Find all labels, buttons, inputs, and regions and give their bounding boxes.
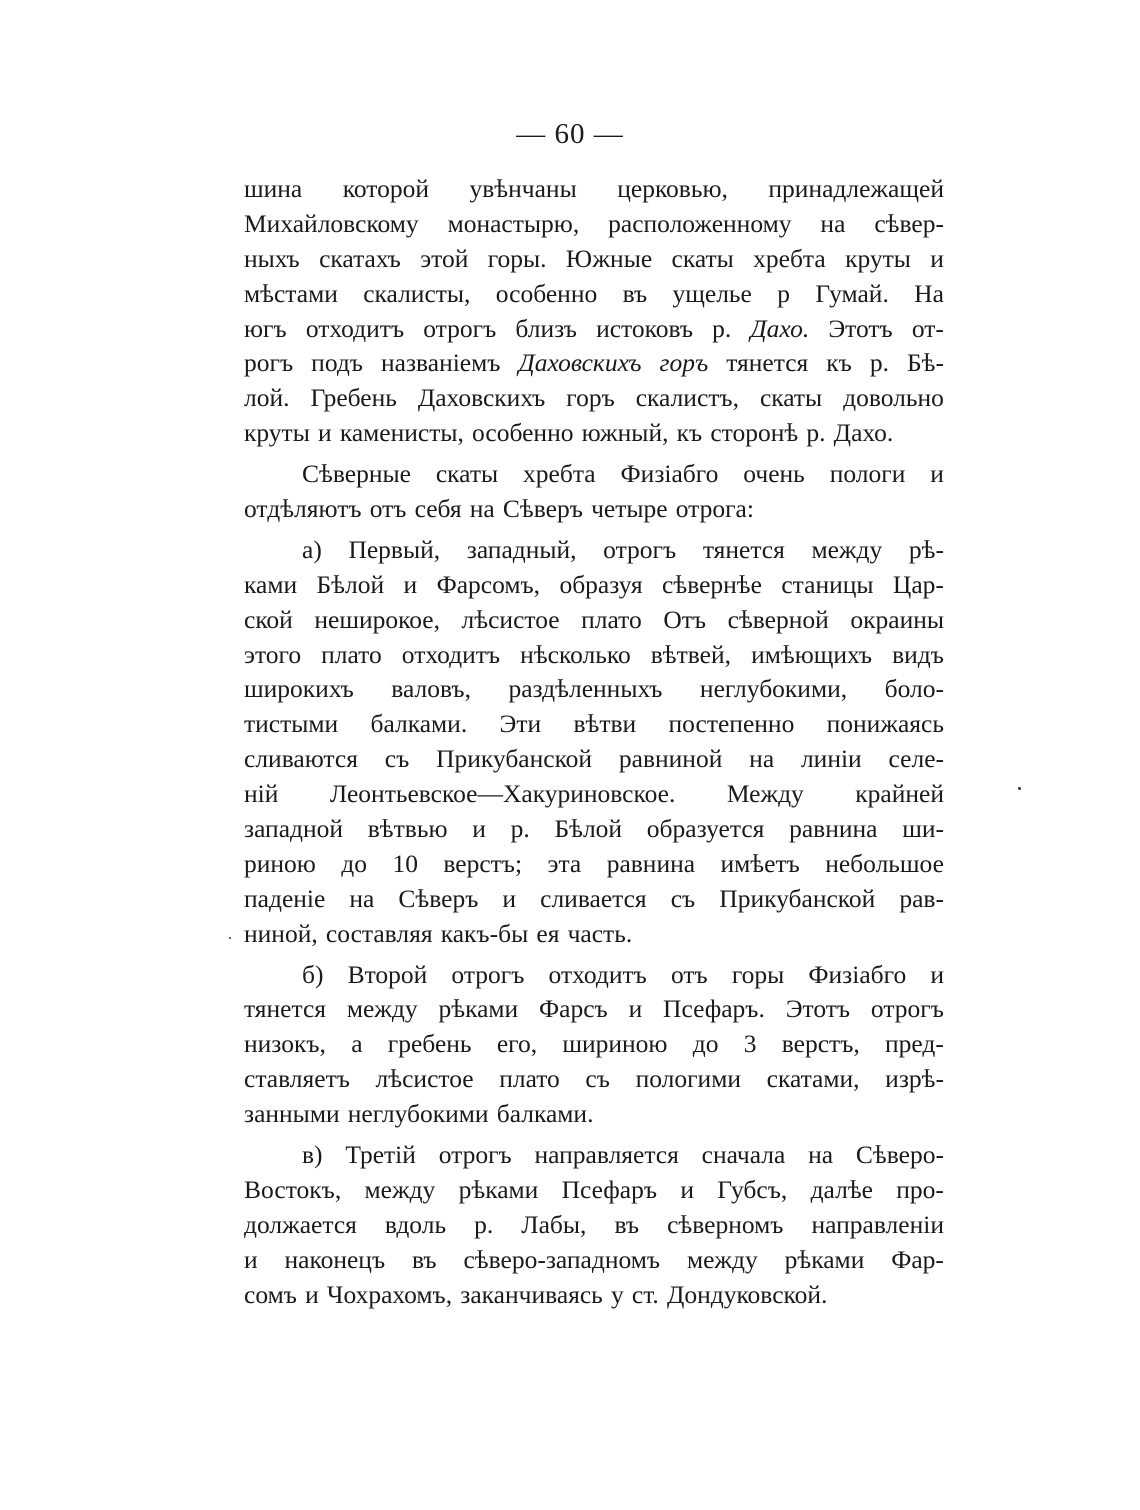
word: южный, bbox=[581, 418, 669, 448]
text-line bbox=[244, 1208, 944, 1243]
word: до bbox=[341, 848, 368, 878]
word: на bbox=[820, 208, 846, 238]
word: близъ bbox=[515, 313, 577, 343]
word: Фарсъ bbox=[539, 994, 608, 1024]
word: довольно bbox=[843, 383, 944, 413]
word: его, bbox=[496, 1029, 538, 1059]
print-speck bbox=[1018, 787, 1021, 790]
paragraph bbox=[244, 457, 944, 527]
text-line bbox=[244, 603, 944, 638]
word: равнина bbox=[606, 848, 696, 878]
word: боло- bbox=[884, 674, 944, 704]
word: особенно bbox=[472, 418, 574, 448]
word: хребта bbox=[523, 459, 596, 489]
word: церковью, bbox=[617, 174, 728, 203]
paragraph bbox=[244, 958, 944, 1132]
word: между bbox=[686, 1244, 758, 1274]
word: западной bbox=[244, 814, 344, 844]
word: себя bbox=[414, 494, 462, 524]
word: и bbox=[628, 994, 643, 1024]
word: Даховскихъ bbox=[518, 348, 642, 378]
text-line bbox=[244, 672, 944, 707]
word: Востокъ, bbox=[244, 1174, 342, 1204]
word: вдоль bbox=[384, 1209, 447, 1239]
word: между bbox=[364, 1174, 436, 1204]
word: ея bbox=[536, 918, 560, 948]
text-line bbox=[244, 1278, 944, 1313]
word: скалистъ, bbox=[635, 383, 739, 413]
word: сѣвер- bbox=[874, 208, 944, 238]
word: между bbox=[811, 534, 883, 564]
word: направленіи bbox=[811, 1209, 944, 1239]
word: Псефаръ. bbox=[663, 994, 765, 1024]
word: пологи bbox=[829, 459, 906, 489]
word: должается bbox=[244, 1209, 357, 1239]
word: Этотъ bbox=[785, 994, 851, 1024]
word: отрога: bbox=[675, 494, 754, 524]
word: станицы bbox=[781, 569, 874, 599]
text-line bbox=[244, 1097, 944, 1132]
word: балками. bbox=[496, 1099, 594, 1129]
word: и bbox=[680, 1174, 694, 1204]
word: и bbox=[305, 1279, 319, 1309]
text-line bbox=[244, 812, 944, 847]
word: имѣющихъ bbox=[751, 639, 873, 669]
word: Фар- bbox=[891, 1244, 944, 1274]
page-number: — 60 — bbox=[516, 118, 624, 150]
word: до bbox=[692, 1029, 719, 1059]
word: югъ bbox=[244, 313, 287, 343]
word: отходитъ bbox=[548, 959, 647, 989]
word: Физіабго bbox=[620, 459, 719, 489]
word: которой bbox=[342, 174, 429, 203]
word: ущелье bbox=[672, 278, 752, 308]
word: линіи bbox=[800, 744, 862, 774]
word: имѣетъ bbox=[720, 848, 800, 878]
word: пред- bbox=[885, 1029, 944, 1059]
word: отрогъ bbox=[451, 959, 525, 989]
word: и bbox=[930, 959, 944, 989]
word: съ bbox=[384, 744, 410, 774]
text-line bbox=[244, 346, 944, 381]
word: р. bbox=[474, 1209, 494, 1239]
text-line bbox=[244, 847, 944, 882]
word: Псефаръ bbox=[561, 1174, 658, 1204]
word: заканчиваясь bbox=[460, 1279, 603, 1309]
word: р. bbox=[712, 313, 732, 343]
word: Прикубанской bbox=[719, 883, 876, 913]
word: отъ bbox=[670, 959, 708, 989]
word: Отъ bbox=[663, 604, 707, 634]
word: и bbox=[472, 814, 486, 844]
word: Бѣлой bbox=[554, 814, 623, 844]
word: видъ bbox=[892, 639, 944, 669]
word: плато bbox=[581, 604, 642, 634]
word: плато bbox=[321, 639, 382, 669]
word: Гумай. bbox=[815, 278, 889, 308]
word: мѣстами bbox=[244, 278, 338, 308]
word: къ bbox=[826, 348, 852, 378]
word: наконецъ bbox=[284, 1244, 386, 1274]
text-line bbox=[244, 917, 944, 952]
word: у bbox=[610, 1279, 624, 1309]
word: Между bbox=[726, 779, 804, 809]
word: вѣтви bbox=[573, 709, 637, 739]
word: Чохрахомъ, bbox=[326, 1279, 453, 1309]
word: неширокое, bbox=[314, 604, 440, 634]
word: отъ bbox=[369, 494, 407, 524]
word: вѣтвей, bbox=[650, 639, 732, 669]
word: плато bbox=[499, 1064, 560, 1094]
word: р. bbox=[510, 814, 530, 844]
text-line bbox=[244, 492, 944, 527]
word: Даховскихъ bbox=[417, 383, 546, 413]
word: лѣсистое bbox=[461, 604, 560, 634]
word: Фарсомъ, bbox=[436, 569, 541, 599]
word: какъ-бы bbox=[440, 918, 529, 948]
word: Сѣверъ bbox=[398, 883, 479, 913]
word: ст. bbox=[631, 1279, 659, 1309]
word: этой bbox=[420, 243, 469, 273]
text-line bbox=[244, 533, 944, 568]
word: Первый, bbox=[348, 534, 441, 564]
word: 3 bbox=[743, 1029, 757, 1059]
word: направляется bbox=[534, 1140, 679, 1170]
word: круты bbox=[845, 243, 911, 273]
word: сливаются bbox=[244, 744, 358, 774]
text-line bbox=[244, 568, 944, 603]
text-line bbox=[244, 242, 944, 277]
word: Михайловскому bbox=[244, 208, 419, 238]
word: Южные bbox=[565, 243, 653, 273]
word: особенно bbox=[495, 278, 598, 308]
word: рѣками bbox=[458, 1174, 539, 1204]
word: Этотъ bbox=[828, 313, 893, 343]
word: Прикубанской bbox=[436, 744, 593, 774]
word: западный, bbox=[466, 534, 577, 564]
word: неглубокими, bbox=[699, 674, 848, 704]
word: отходитъ bbox=[305, 313, 405, 343]
word: сѣвернѣе bbox=[662, 569, 762, 599]
word: ныхъ bbox=[244, 243, 300, 273]
word: тистыми bbox=[244, 709, 339, 739]
word: лой. bbox=[244, 383, 290, 413]
word: сѣверной bbox=[727, 604, 829, 634]
word: на bbox=[469, 494, 495, 524]
text-line bbox=[244, 277, 944, 312]
word: отрогъ bbox=[438, 1140, 512, 1170]
word: монастырю, bbox=[447, 208, 580, 238]
word: скаты bbox=[671, 243, 734, 273]
word: изрѣ- bbox=[885, 1064, 944, 1094]
word: ками bbox=[244, 569, 298, 599]
word: Губсъ, bbox=[717, 1174, 788, 1204]
word: названіемъ bbox=[381, 348, 501, 378]
word: ставляетъ bbox=[244, 1064, 350, 1094]
word: сѣверномъ bbox=[667, 1209, 784, 1239]
text-line bbox=[244, 1138, 944, 1173]
word: Эти bbox=[499, 709, 542, 739]
word: Третій bbox=[345, 1140, 416, 1170]
word: скаты bbox=[759, 383, 823, 413]
word: рав- bbox=[899, 883, 944, 913]
word: неглубокими bbox=[347, 1099, 489, 1129]
text-line bbox=[244, 638, 944, 673]
word: образуя bbox=[559, 569, 643, 599]
word: равниной bbox=[618, 744, 723, 774]
word: этого bbox=[244, 639, 302, 669]
word: горы bbox=[731, 959, 785, 989]
word: отрогъ bbox=[870, 994, 944, 1024]
word: раздѣленныхъ bbox=[508, 674, 663, 704]
word: Дондуковской. bbox=[666, 1279, 828, 1309]
word: въ bbox=[412, 1244, 437, 1274]
text-line bbox=[244, 882, 944, 917]
word: и bbox=[930, 243, 944, 273]
word: принадлежащей bbox=[768, 174, 944, 203]
word: рѣками bbox=[438, 994, 519, 1024]
word: тянется bbox=[702, 534, 785, 564]
text-line bbox=[244, 992, 944, 1027]
word: четыре bbox=[591, 494, 668, 524]
word: шина bbox=[244, 174, 303, 203]
word: б) bbox=[302, 959, 324, 989]
word: сомъ bbox=[244, 1279, 297, 1309]
word: каменисты, bbox=[339, 418, 464, 448]
word: верстъ, bbox=[781, 1029, 860, 1059]
word: отходитъ bbox=[401, 639, 501, 669]
word: скатахъ bbox=[319, 243, 401, 273]
paragraph bbox=[244, 1138, 944, 1312]
word: На bbox=[914, 278, 944, 308]
word: и bbox=[318, 418, 332, 448]
word: тянется bbox=[726, 348, 809, 378]
word: крайней bbox=[855, 779, 944, 809]
word: составляя bbox=[325, 918, 433, 948]
word: Физіабго bbox=[808, 959, 907, 989]
word: сѣверо-западномъ bbox=[463, 1244, 661, 1274]
word: а) bbox=[302, 534, 322, 564]
word: 10 bbox=[392, 848, 418, 878]
word: риною bbox=[244, 848, 316, 878]
text-line bbox=[244, 172, 944, 207]
word: пологими bbox=[635, 1064, 741, 1094]
word: и bbox=[403, 569, 418, 599]
word: Леонтьевское—Хакуриновское. bbox=[329, 779, 676, 809]
word: р. bbox=[869, 348, 889, 378]
text-line bbox=[244, 416, 944, 451]
word: ши- bbox=[902, 814, 944, 844]
word: понижаясь bbox=[826, 709, 944, 739]
word: въ bbox=[622, 278, 648, 308]
word: валовъ, bbox=[391, 674, 471, 704]
word: и bbox=[930, 459, 944, 489]
word: между bbox=[346, 994, 418, 1024]
word: на bbox=[808, 1140, 834, 1170]
word: рѣ- bbox=[908, 534, 944, 564]
text-line bbox=[244, 1027, 944, 1062]
word: сторонѣ bbox=[710, 418, 799, 448]
word: небольшое bbox=[825, 848, 944, 878]
word: скалисты, bbox=[363, 278, 471, 308]
paragraph bbox=[244, 533, 944, 952]
word: съ bbox=[670, 883, 696, 913]
word: Сѣверные bbox=[302, 459, 411, 489]
word: круты bbox=[244, 418, 310, 448]
word: ниной, bbox=[244, 918, 318, 948]
word: истоковъ bbox=[596, 313, 694, 343]
word: вѣтвью bbox=[367, 814, 448, 844]
word: подъ bbox=[311, 348, 363, 378]
text-line bbox=[244, 958, 944, 993]
word: рѣками bbox=[784, 1244, 865, 1274]
word: занными bbox=[244, 1099, 340, 1129]
word: а bbox=[351, 1029, 363, 1059]
text-line bbox=[244, 707, 944, 742]
body-text bbox=[244, 172, 944, 1313]
word: скатами, bbox=[766, 1064, 860, 1094]
word: нѣсколько bbox=[520, 639, 631, 669]
word: ской bbox=[244, 604, 293, 634]
word: горъ bbox=[566, 383, 615, 413]
text-line bbox=[244, 207, 944, 242]
word: отрогъ bbox=[423, 313, 497, 343]
word: отрогъ bbox=[603, 534, 677, 564]
word: окраины bbox=[850, 604, 944, 634]
text-line bbox=[244, 777, 944, 812]
word: съ bbox=[585, 1064, 610, 1094]
word: сливается bbox=[540, 883, 647, 913]
word: Гребень bbox=[310, 383, 397, 413]
word: очень bbox=[743, 459, 805, 489]
word: скаты bbox=[435, 459, 499, 489]
text-line bbox=[244, 381, 944, 416]
word: Лабы, bbox=[521, 1209, 587, 1239]
word: лѣсистое bbox=[375, 1064, 474, 1094]
word: къ bbox=[676, 418, 703, 448]
text-line bbox=[244, 1062, 944, 1097]
word: р bbox=[777, 278, 790, 308]
word: постепенно bbox=[668, 709, 795, 739]
word: далѣе bbox=[810, 1174, 873, 1204]
word: хребта bbox=[753, 243, 826, 273]
word: увѣнчаны bbox=[469, 174, 577, 203]
word: про- bbox=[896, 1174, 944, 1204]
word: Бѣлой bbox=[316, 569, 385, 599]
word: равнина bbox=[789, 814, 878, 844]
word: Сѣверъ bbox=[502, 494, 583, 524]
text-line bbox=[244, 742, 944, 777]
text-line bbox=[244, 312, 944, 347]
word: горы. bbox=[487, 243, 547, 273]
text-line bbox=[244, 1243, 944, 1278]
word: и bbox=[502, 883, 517, 913]
word: низокъ, bbox=[244, 1029, 326, 1059]
word: от- bbox=[911, 313, 944, 343]
word: гребень bbox=[387, 1029, 472, 1059]
word: Цар- bbox=[892, 569, 944, 599]
word: горъ bbox=[659, 348, 709, 378]
word: тянется bbox=[244, 994, 327, 1024]
word: паденіе bbox=[244, 883, 326, 913]
word: расположенному bbox=[608, 208, 792, 238]
word: эта bbox=[547, 848, 582, 878]
word: часть. bbox=[567, 918, 633, 948]
word: отдѣляютъ bbox=[244, 494, 362, 524]
word: въ bbox=[614, 1209, 640, 1239]
word: на bbox=[349, 883, 375, 913]
word: в) bbox=[302, 1140, 323, 1170]
word: шириною bbox=[562, 1029, 668, 1059]
word: и bbox=[244, 1244, 258, 1274]
word: р. bbox=[806, 418, 826, 448]
word: верстъ; bbox=[443, 848, 523, 878]
word: селе- bbox=[888, 744, 944, 774]
word: Дахо. bbox=[833, 418, 894, 448]
word: Бѣ- bbox=[907, 348, 944, 378]
word: Сѣверо- bbox=[855, 1140, 944, 1170]
word: широкихъ bbox=[244, 674, 354, 704]
word: ній bbox=[244, 779, 279, 809]
word: Второй bbox=[347, 959, 428, 989]
word: образуется bbox=[646, 814, 765, 844]
word: сначала bbox=[701, 1140, 786, 1170]
word: на bbox=[749, 744, 775, 774]
text-line bbox=[244, 457, 944, 492]
word: Дахо. bbox=[750, 313, 810, 343]
word: балками. bbox=[370, 709, 468, 739]
print-speck bbox=[229, 937, 231, 939]
text-line bbox=[244, 1173, 944, 1208]
word: рогъ bbox=[244, 348, 294, 378]
paragraph bbox=[244, 172, 944, 451]
